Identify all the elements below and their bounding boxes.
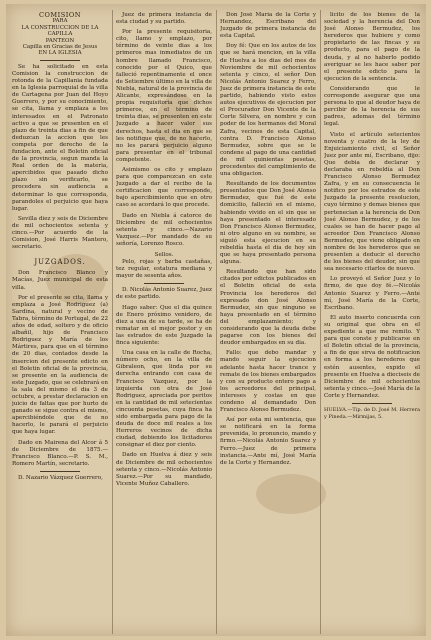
paragraph: Considerando que le corresponde asegurar que una persona lo que al deudor haya de percibir de la herencia de sus padres, ademas del término legal. — [324, 85, 420, 128]
header-line: PANTEON — [45, 37, 75, 44]
column-3 — [220, 12, 316, 632]
signature-line: D. Nazario Vázquez Guerrero, — [18, 474, 103, 481]
printer-footer: HUELVA.—Tip. de D. José M. Herrera y Pineda.—Mirmijas, 5. — [324, 406, 420, 421]
paragraph: Por la presente requisitoria, cito, llamo y emplazo, por término de veinte dias a los primeros mas inmediatos de un hombre llamado Francisco, conocido por el Quico, que falleció repentinamente el once de Setiembre último en la villa de Niebla, natural de la provincia de Alicante, expresándose en la propia requisitoria que dichos primeros, en el término de treinta dias, se presenten en este Juzgado a hacer valer sus derechos, hasta el dia en que se les notifique que, de no hacerlo, no les parará perjuicio alguno para presentar en el tribunal competente. — [116, 29, 212, 163]
column-4 — [324, 12, 420, 632]
paragraph: Por el presente se cita, llama y emplaza a José Rodriguez (a) Sardina, natural y vecino de Tabra, término de Portugal, de 22 años de edad, soltero y de oficio albañil, hijo de Francisco Rodriguez y María de los Mártires, para que en el término de 20 dias, contados desde la insercion del presente edicto en el Boletin oficial de la provincia, se presente en la audiencia de este Juzgado, que se celebrará en la sala del mismo el dia 3 de octubre, a prestar declaracion en juicio de faltas que por hurto de ganado se sigue contra el mismo, apercibiéndole que de no hacerlo, le parará el perjuicio que haya lugar. — [12, 294, 108, 436]
header-line: Capilla en Gracias de Jesus — [22, 44, 98, 51]
section-heading: JUZGADOS. — [34, 258, 86, 267]
paragraph: Sevilla diez y seis de Diciembre de mil ochocientos setenta y cinco.—Por acuerdo de la Comision, José Harris Mantero, secretario. — [12, 215, 108, 251]
notice-header — [12, 12, 108, 61]
paragraph: Así por esta mi sentencia, que se notificará en la forma prevenida, lo pronuncio, mando y firmo.—Nicolás Antonio Suarez y Ferro.—Juez de primera instancia.—Ante mí, José María de la Corte y Hernandez. — [220, 417, 316, 466]
divider — [144, 283, 184, 284]
paragraph: Resultando que han sido citados por edictos publicados en el Boletin oficial de esta Provincia los herederos del expresado don José Alonso Bermudez, sin que ninguno se haya presentado en el término del emplazamiento; y considerando que la deuda debe pagarse con los bienes del deudor embargados en su dia. — [220, 269, 316, 347]
column-rule — [320, 10, 321, 634]
paragraph: Hago saber: Que el dia quince de Enero próximo venidero, de diez a una de su tarde, se ha de rematar en el mejor postor y en las estrados de este Juzgado la finca siguiente: — [116, 304, 212, 347]
paragraph: Resultando de los documentos presentados que Don José Alonso Bermudez, que fué de este domicilio, falleció en el mismo, habiendo vivido en el sin que se haya presentado el interesado Don Francisco Alonso Bermudez, ni otro alguno en su nombre, se siguió esta ejecucion en su rebeldía hasta el dia de hoy sin que se haya presentado persona alguna. — [220, 181, 316, 266]
paragraph: Dado en Niebla á catorce de Diciembre de mil ochocientos setenta y cinco.—Nazario Vazquez.—Por mandado de su señoría, Lorenzo Rosco. — [116, 212, 212, 247]
paragraph: Don Francisco Blanco y Macías, Juez municipal de esta villa. — [12, 270, 108, 291]
divider — [40, 471, 80, 472]
paragraph: Don José María de la Corte y Hernandez, Escribano del Juzgado de primera instancia de esta Capital. — [220, 12, 316, 40]
paragraph: Visto el artículo setecientos noventa y cuatro de la ley de Enjuiciamiento civil, el Señor Juez por ante mí, Escribano, dijo: Que debia de declarar y declaraba en rebeldía al Don Francisco Alonso Bermudez Zafra, y en su consecuencia le notifico por los estrados de este Juzgado la presente resolucion, cuyo término y demas bienes que pertenecian a la herencia de Don José Alonso Bermudez, y de los cuales se han de hacer pago al acreedor Don Francisco Alonso Bermudez, que viene obligado en nombre de los herederos que se presenten a deducir el derecho de los bienes del deudor, sin que sea necesario citarlos de nuevo. — [324, 131, 420, 273]
header-line: LA CONSTRUCCION DE LA CAPILLA — [21, 24, 99, 38]
divider — [40, 60, 80, 61]
header-line: EN LA IGLESIA — [38, 50, 82, 57]
paragraph: Fallo: que debo mandar y mando seguir la ejecucion adelante hasta hacer trance y remate de los bienes embargados y con su producto entero pago a los acreedores del principal, intereses y costas en que condeno al demandado Don Francisco Alonso Bermudez. — [220, 350, 316, 414]
paragraph: Lo proveyó el Señor Juez y lo firmo, de que doy fé.—Nicolás Antonio Suarez y Ferro.—Ante mí, José María de la Corte, Escribano. — [324, 276, 420, 311]
paragraph: Pelo, rojas y barba castañas, tez regular, estatura mediana y mayor de sesenta años. — [116, 259, 212, 280]
subheading: Sellos. — [154, 252, 174, 258]
paragraph: licito de los bienes de la sociedad y la herencia del Don José Alonso Bermudez, los herederos que hubiere y como propietario de las fincas y su producto, para el pago de la deuda, y al no haberlo podido averiguar se les hace saber por el presente edicto para la ejecucion de la sentencia. — [324, 12, 420, 82]
column-rule — [216, 10, 217, 634]
column-1 — [12, 12, 108, 632]
newspaper-page — [6, 4, 426, 636]
paragraph: El auto inserto concuerda con su original que obra en el expediente a que me remito. Y para que conste y publicarse en el Boletin oficial de la provincia, a fin de que sirva de notificacion en forma a los herederos que estén ausentes, expido el presente en Huelva a dieciseis de Diciembre de mil ochocientos setenta y cinco.—José María de la Corte y Hernandez. — [324, 314, 420, 399]
paragraph: Dado en Huelva á diez y seis de Diciembre de mil ochocientos setenta y cinco.—Nicolás Antonio Suarez.—Por su mandado, Vicente Muñoz Caballero. — [116, 452, 212, 487]
divider — [352, 403, 392, 404]
paragraph: Doy fé: Que en los autos de los que se hará mencion, en la villa de Huelva a los dias del mes de Noviembre de mil ochocientos setenta y cinco, el señor Don Nicolás Antonio Suarez y Ferro, Juez de primera instancia de este partido, habiendo visto estos autos ejecutivos de ejecucion por el Procurador Don Vicente de la Corte Silvera, en nombre y con poder de los hermanos del Moral Zafra, vecinos de esta Capital, contra D. Francisco Alonso Bermudez, sobre que se le condene al pago de una cantidad de mil quinientas pesetas, procedentes del cumplimiento de una obligacion. — [220, 43, 316, 178]
paragraph: Se ha solicitado en esta Comision la construccion de rotonda de la Capillania fundada en la Iglesia parroquial de la villa de Cartagena por Juan del Hoyo Guerrero, y por su conocimiento, se cita, llama y emplaza a los interesados en el Patronato activo a que se presenten en el plazo de treinta dias a fin de que deduzcan la accion que les competa por derecho de la fundacion, ante el Boletin oficial de la provincia, segun manda la Real orden de la materia, apercibidos que pasado dicho plazo sin verificarlo, se procedera sin audiencia a determinar lo que corresponda, parandoles el perjuicio que haya lugar. — [12, 63, 108, 212]
paragraph: D. Nicolás Antonio Suarez, Juez de este partido. — [116, 287, 212, 301]
paragraph: Una casa en la calle de Rocha, número ocho, en la villa de Gibraleon, que linda por su derecha entrando con casa de Francisco Vazquez, por la izquierda con otra de José Rodriguez, apreciada por peritos en la cantidad de mil setecientas cincuenta pesetas, cuya finca ha sido embargada para pago de la deuda de doce mil reales a los Herreros vecinos de dicha ciudad, debiendo los licitadores consignar el diez por ciento. — [116, 350, 212, 449]
paragraph: Asimismo os cito y emplazo para que comparezcan en este Juzgado a dar el recibo de la certificacion que corresponde, bajo apercibimiento que en otro caso se acordará lo que procede. — [116, 166, 212, 209]
paragraph: Dado en Mairena del Alcor á 5 de Diciembre de 1875.—Francisco Blanco.—P. S. M., Romero Martín, secretario. — [12, 439, 108, 467]
header-title: COMISION — [38, 12, 82, 19]
header-line: PARA — [52, 18, 68, 25]
column-rule — [112, 10, 113, 634]
paragraph: Juez de primera instancia de esta ciudad y su partido. — [116, 12, 212, 26]
column-2 — [116, 12, 212, 632]
